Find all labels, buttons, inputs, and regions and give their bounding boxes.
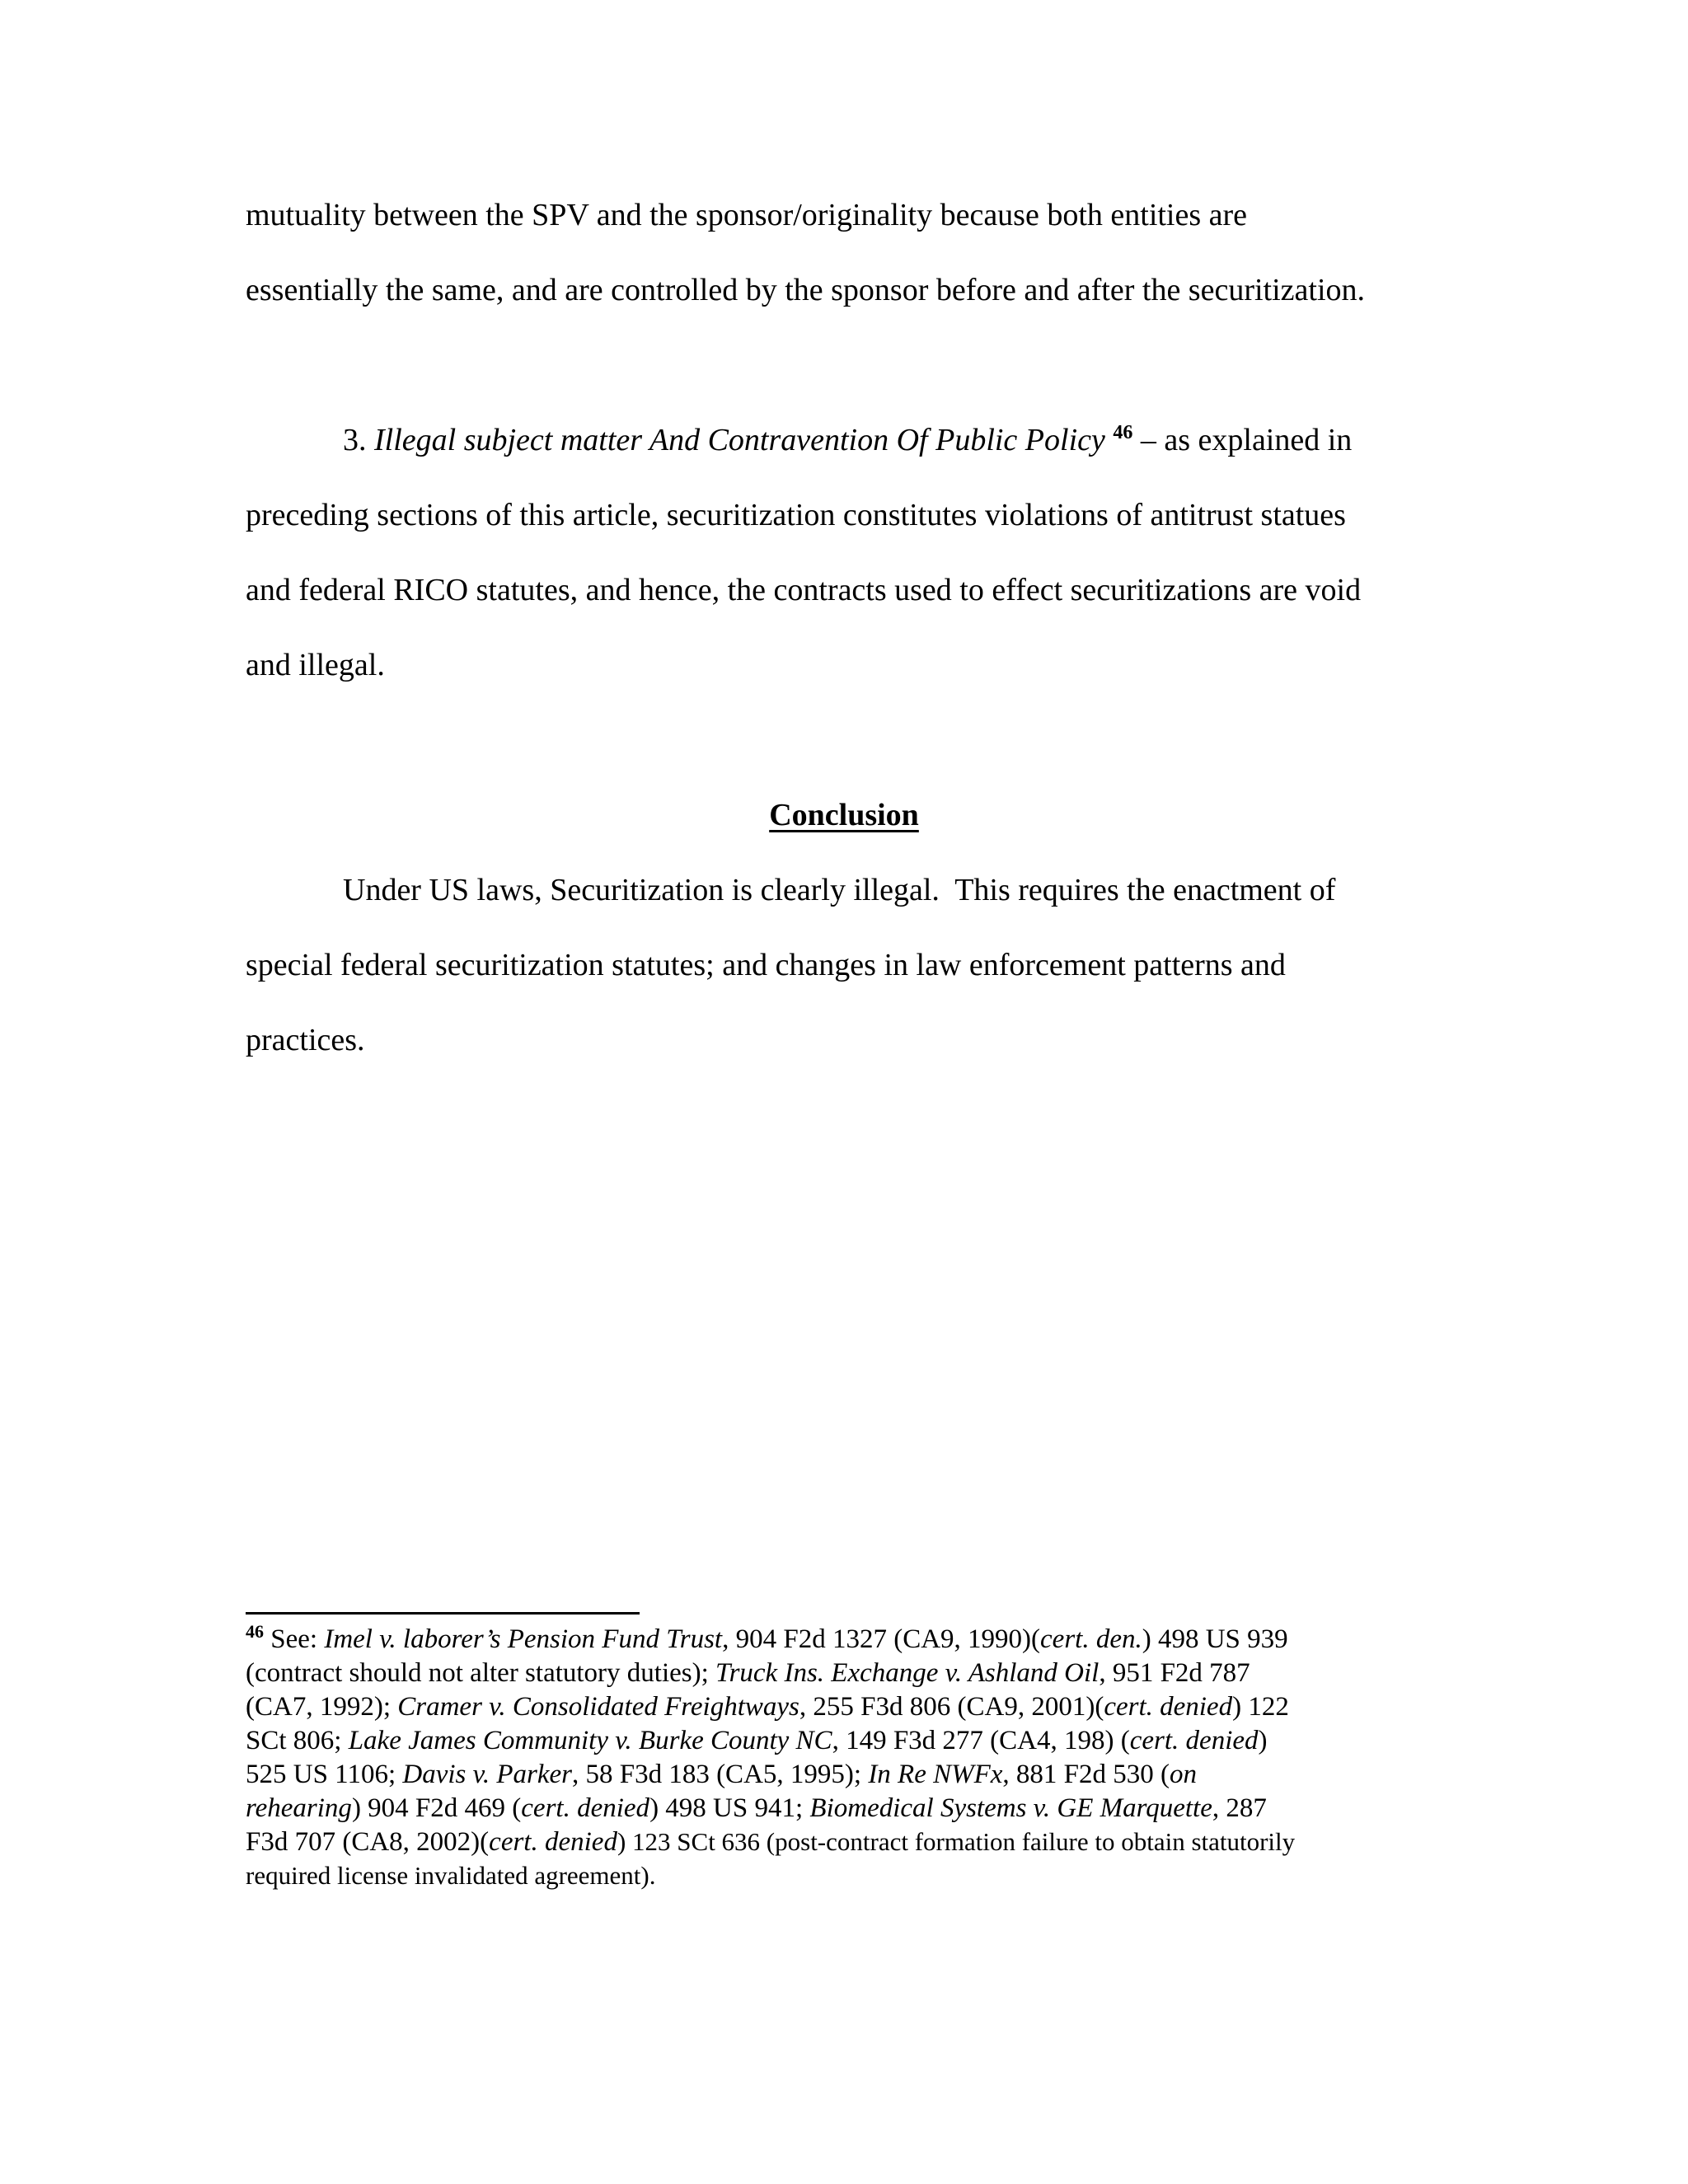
body-line: mutuality between the SPV and the sponsor/originality because both entities are	[246, 198, 1248, 232]
footnote-line: required license invalidated agreement).	[246, 1861, 656, 1890]
footnote-line	[246, 1657, 1250, 1690]
footnote-line	[246, 1724, 1268, 1757]
body-line: and illegal.	[246, 648, 385, 682]
footnote-italic: on	[1170, 1760, 1198, 1789]
footnote-text: , 58 F3d 183 (CA5, 1995);	[571, 1760, 869, 1789]
footnote-text: F3d 707 (CA8, 2002)(	[246, 1827, 490, 1857]
footnote-text: , 951 F2d 787	[1099, 1658, 1250, 1688]
section-heading: Conclusion	[769, 798, 919, 832]
body-line: Under US laws, Securitization is clearly illegal. This requires the enactment of	[343, 873, 1336, 907]
case-name: Imel v. laborer’s Pension Fund Trust	[324, 1624, 723, 1654]
case-name: Lake James Community v. Burke County NC	[348, 1726, 832, 1755]
footnote-text: SCt 806;	[246, 1726, 349, 1755]
footnote-text: See:	[264, 1624, 325, 1654]
case-name: Truck Ins. Exchange v. Ashland Oil	[715, 1658, 1100, 1688]
footnote-italic: cert. denied	[1129, 1726, 1259, 1755]
footnote-text: (CA7, 1992);	[246, 1692, 398, 1722]
footnote-text: , 904 F2d 1327 (CA9, 1990)(	[722, 1624, 1041, 1654]
footnote-text: , 287	[1212, 1793, 1267, 1823]
footnote-line	[246, 1825, 1295, 1858]
footnote-text: ) 123 SCt 636 (post-contract formation failure to obtain statutorily	[617, 1827, 1296, 1856]
footnote-separator	[246, 1612, 640, 1615]
footnote-text: ) 498 US 941;	[649, 1793, 810, 1823]
case-name: Cramer v. Consolidated Freightways	[397, 1692, 799, 1722]
footnote-italic: cert. denied	[521, 1793, 650, 1823]
footnote-number: 46	[246, 1621, 264, 1642]
footnote-italic: cert. den.	[1040, 1624, 1142, 1654]
footnote-text: ) 498 US 939	[1142, 1624, 1288, 1654]
footnote-text: ) 122	[1232, 1692, 1289, 1722]
footnote-text: , 881 F2d 530 (	[1002, 1760, 1170, 1789]
item-text: – as explained in	[1140, 423, 1353, 457]
footnote-italic: cert. denied	[489, 1827, 617, 1857]
footnote-line	[246, 1690, 1289, 1723]
footnote-text: , 255 F3d 806 (CA9, 2001)(	[799, 1692, 1104, 1722]
item-number: 3.	[343, 423, 367, 457]
body-line: preceding sections of this article, securitization constitutes violations of antitrust statues	[246, 498, 1346, 532]
body-line: and federal RICO statutes, and hence, the contracts used to effect securitizations are void	[246, 573, 1362, 607]
footnote-italic: rehearing	[246, 1793, 352, 1823]
footnote-italic: cert. denied	[1104, 1692, 1233, 1722]
case-name: Davis v. Parker	[402, 1760, 572, 1789]
body-line: essentially the same, and are controlled by the sponsor before and after the securitization.	[246, 273, 1365, 307]
item-title: Illegal subject matter And Contravention Of Public Policy	[374, 423, 1105, 457]
footnote-text: 525 US 1106;	[246, 1760, 403, 1789]
footnote-line	[246, 1758, 1197, 1791]
footnote-text: )	[1258, 1726, 1268, 1755]
case-name: Biomedical Systems v. GE Marquette	[809, 1793, 1212, 1823]
item-3-line	[343, 421, 1352, 459]
footnote-text: ) 904 F2d 469 (	[351, 1793, 522, 1823]
body-line: practices.	[246, 1023, 365, 1057]
footnote-line	[246, 1792, 1267, 1825]
footnote-text: , 149 F3d 277 (CA4, 198) (	[832, 1726, 1130, 1755]
body-line: special federal securitization statutes; and changes in law enforcement patterns and	[246, 948, 1286, 982]
case-name: In Re NWFx	[868, 1760, 1003, 1789]
footnote-line	[246, 1623, 1288, 1656]
footnote-text: (contract should not alter statutory duties);	[246, 1658, 716, 1688]
footnote-reference[interactable]: 46	[1113, 422, 1133, 443]
